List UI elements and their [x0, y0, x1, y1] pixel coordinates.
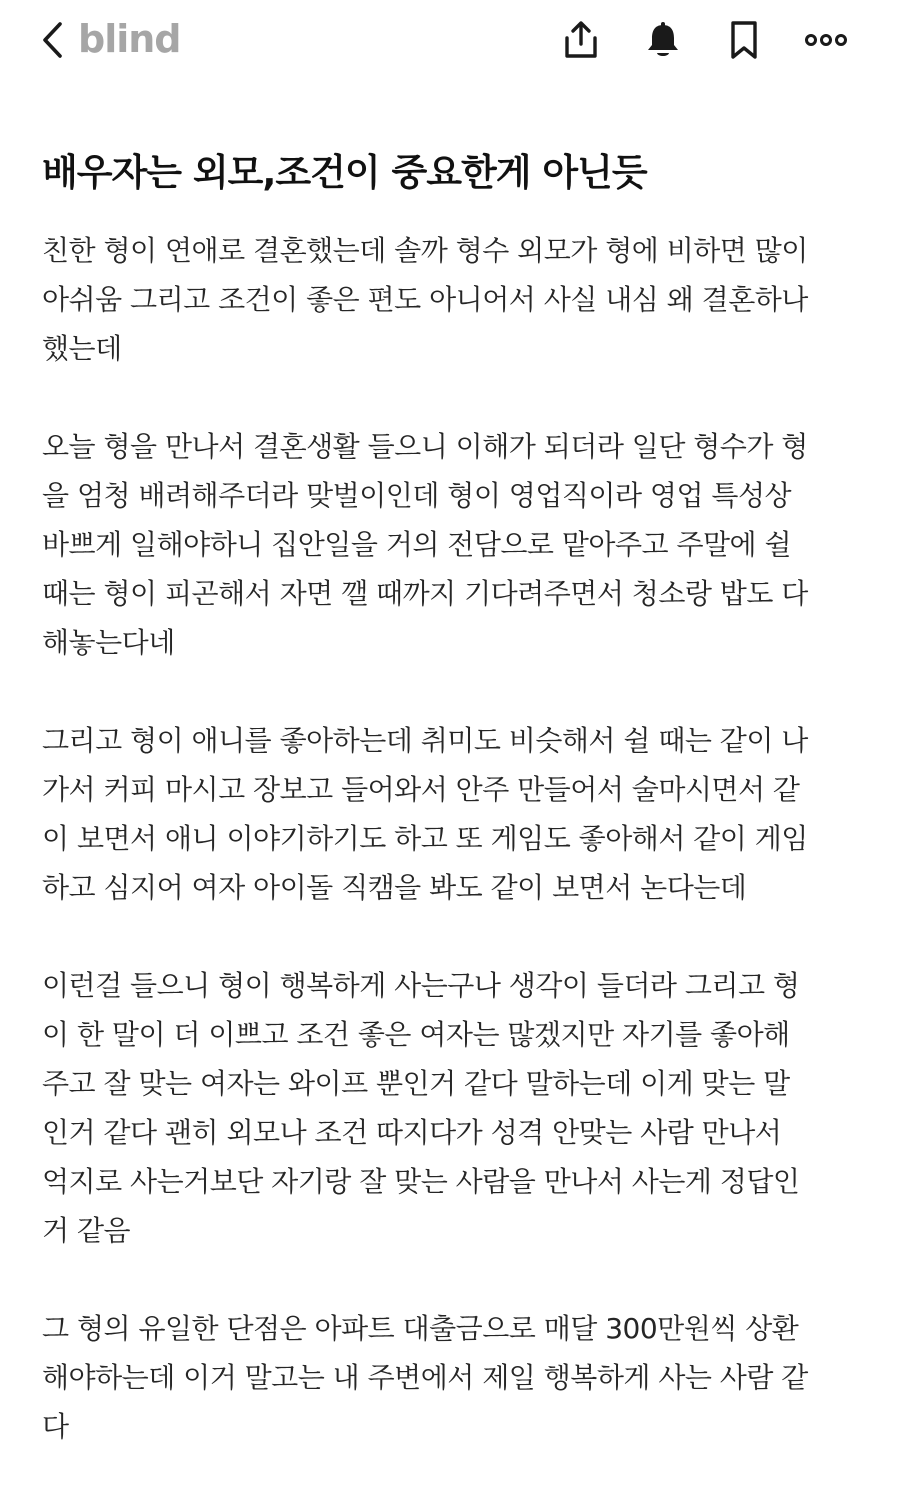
paragraph [42, 226, 872, 373]
back-button[interactable] [34, 18, 70, 62]
body-line: 했는데 [42, 332, 122, 365]
body-line: 바쁘게 일해야하니 집안일을 거의 전담으로 맡아주고 주말에 쉴 [42, 528, 792, 561]
chevron-left-icon [40, 21, 64, 59]
more-options-button[interactable] [802, 16, 850, 64]
body-line: 이 한 말이 더 이쁘고 조건 좋은 여자는 많겠지만 자기를 좋아해 [42, 1018, 790, 1051]
paragraph [42, 422, 872, 667]
bell-icon [643, 20, 683, 60]
share-button[interactable] [557, 16, 605, 64]
body-line: 그 형의 유일한 단점은 아파트 대출금으로 매달 300만원씩 상환 [42, 1312, 799, 1345]
body-line: 을 엄청 배려해주더라 맞벌이인데 형이 영업직이라 영업 특성상 [42, 479, 792, 512]
body-line: 그리고 형이 애니를 좋아하는데 취미도 비슷해서 쉴 때는 같이 나 [42, 724, 808, 757]
top-navigation-bar [0, 0, 900, 82]
body-line: 때는 형이 피곤해서 자면 깰 때까지 기다려주면서 청소랑 밥도 다 [42, 577, 808, 610]
body-line: 이 보면서 애니 이야기하기도 하고 또 게임도 좋아해서 같이 게임 [42, 822, 808, 855]
paragraph [42, 1304, 872, 1451]
more-dots-icon [803, 30, 849, 50]
notification-button[interactable] [639, 16, 687, 64]
body-line: 거 같음 [42, 1214, 131, 1247]
body-line: 해놓는다네 [42, 626, 175, 659]
body-line: 주고 잘 맞는 여자는 와이프 뿐인거 같다 말하는데 이게 맞는 말 [42, 1067, 790, 1100]
body-line: 아쉬움 그리고 조건이 좋은 편도 아니어서 사실 내심 왜 결혼하나 [42, 283, 808, 316]
bookmark-icon [724, 20, 764, 60]
body-line: 해야하는데 이거 말고는 내 주변에서 제일 행복하게 사는 사람 같 [42, 1361, 808, 1394]
post-body [42, 226, 872, 1500]
body-line: 이런걸 들으니 형이 행복하게 사는구나 생각이 들더라 그리고 형 [42, 969, 800, 1002]
body-line: 가서 커피 마시고 장보고 들어와서 안주 만들어서 술마시면서 같 [42, 773, 800, 806]
body-line: 오늘 형을 만나서 결혼생활 들으니 이해가 되더라 일단 형수가 형 [42, 430, 808, 463]
blind-logo[interactable]: blind [78, 17, 181, 61]
paragraph [42, 961, 872, 1255]
body-line: 억지로 사는거보단 자기랑 잘 맞는 사람을 만나서 사는게 정답인 [42, 1165, 800, 1198]
paragraph [42, 716, 872, 912]
body-line: 하고 심지어 여자 아이돌 직캠을 봐도 같이 보면서 논다는데 [42, 871, 747, 904]
share-icon [561, 20, 601, 60]
body-line: 친한 형이 연애로 결혼했는데 솔까 형수 외모가 형에 비하면 많이 [42, 234, 808, 267]
post-title: 배우자는 외모,조건이 중요한게 아닌듯 [42, 151, 647, 194]
body-line: 다 [42, 1410, 69, 1443]
bookmark-button[interactable] [720, 16, 768, 64]
body-line: 인거 같다 괜히 외모나 조건 따지다가 성격 안맞는 사람 만나서 [42, 1116, 782, 1149]
